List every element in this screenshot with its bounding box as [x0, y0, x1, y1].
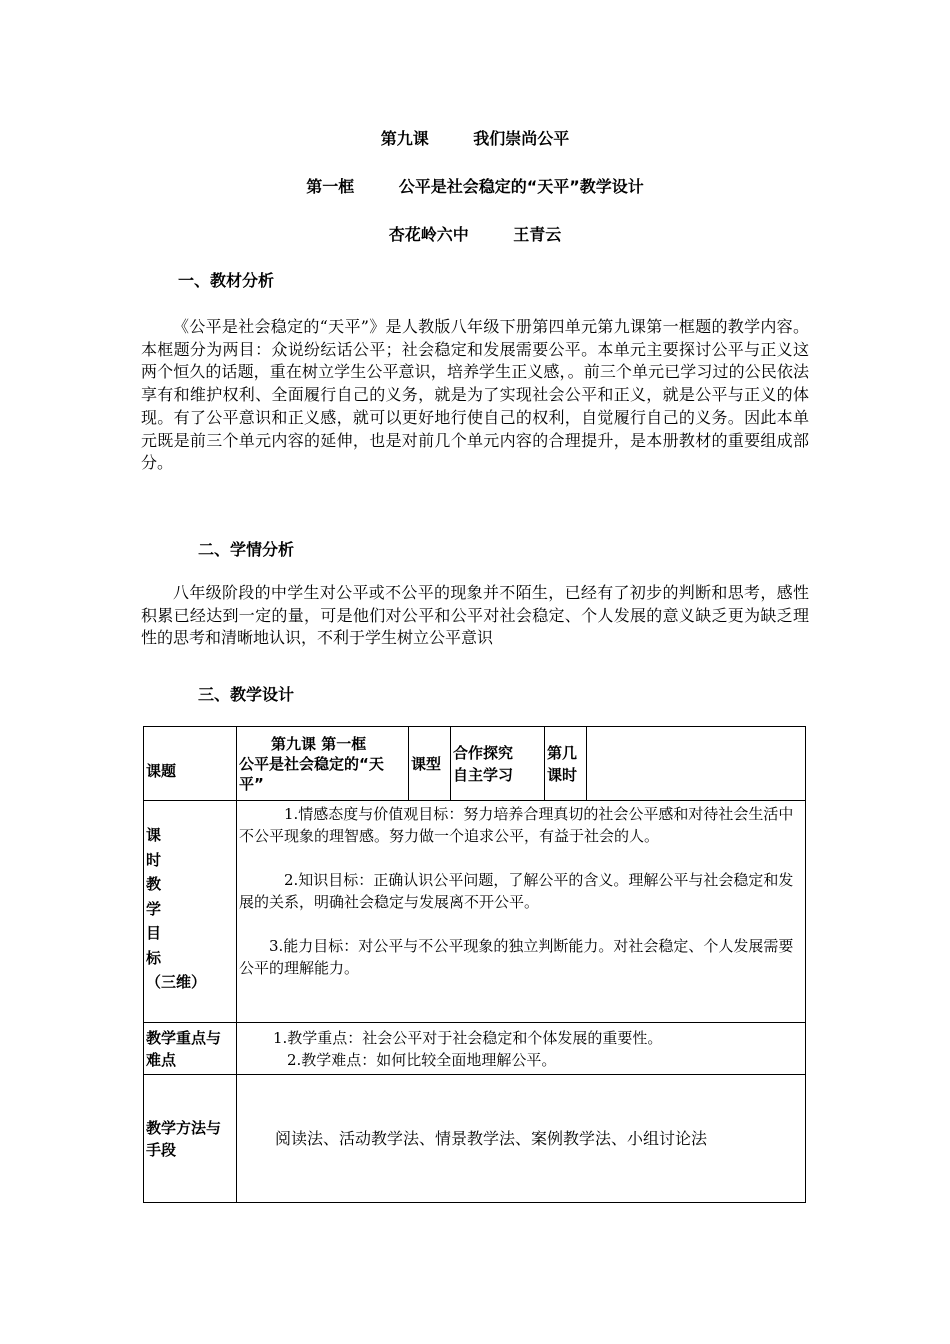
period-value — [587, 727, 806, 801]
key-points-label-line1: 教学重点与 — [146, 1028, 222, 1047]
objectives-label-char: （三维） — [146, 973, 207, 991]
methods-content: 阅读法、活动教学法、情景教学法、案例教学法、小组讨论法 — [237, 1075, 806, 1203]
methods-label — [144, 1075, 237, 1203]
page-subtitle: 第一框 公平是社会稳定的“天平”教学设计 — [306, 177, 644, 196]
topic-line1: 第九课 第一框 — [271, 734, 367, 753]
lesson-type-label: 课型 — [409, 727, 451, 801]
textbook-analysis-paragraph: 《公平是社会稳定的“天平”》是人教版八年级下册第四单元第九课第一框题的教学内容。本框题分为两目：众说纷纭话公平；社会稳定和发展需要公平。本单元主要探讨公平与正义这两个恒久的话题，重在树立学生公平意识，培养学生正义感，。前三个单元已学习过的公民依法享有和维护权利、全面履行自己的义务，就是为了实现社会公平和正义，就是公平与正义的体现。有了公平意识和正义感，就可以更好地行使自己的权利，自觉履行自己的义务。因此本单元既是前三个单元内容的延伸，也是对前几个单元内容的合理提升，是本册教材的重要组成部分。 — [141, 317, 809, 473]
methods-label-line1: 教学方法与 — [146, 1118, 222, 1137]
teaching-design-table — [143, 726, 806, 1203]
objectives-label-char: 目 — [146, 924, 162, 942]
period-label-cell — [545, 727, 587, 801]
period-line2: 课时 — [547, 765, 578, 784]
topic-cell — [237, 727, 409, 801]
methods-label-line2: 手段 — [146, 1140, 177, 1159]
goal-ability: 3.能力目标：对公平与不公平现象的独立判断能力。对社会稳定、个人发展需要公平的理解能力。 — [239, 937, 794, 977]
goal-knowledge: 2.知识目标：正确认识公平问题，了解公平的含义。理解公平与社会稳定和发展的关系，明确社会稳定与发展离不开公平。 — [239, 871, 794, 911]
key-points-content — [237, 1023, 806, 1075]
lesson-type-cell — [451, 727, 545, 801]
objectives-label-char: 标 — [146, 948, 162, 967]
key-points-label-line2: 难点 — [146, 1050, 177, 1069]
objectives-label — [144, 801, 237, 1023]
objectives-label-char: 教 — [146, 875, 162, 893]
objectives-label-char: 课 — [146, 826, 162, 844]
difficulty: 2.教学难点：如何比较全面地理解公平。 — [287, 1050, 557, 1069]
table-row-topic — [144, 727, 806, 801]
goal-emotion: 1.情感态度与价值观目标：努力培养合理真切的社会公平感和对待社会生活中不公平现象的理智感。努力做一个追求公平，有益于社会的人。 — [239, 805, 794, 845]
page-title: 第九课 我们崇尚公平 — [380, 129, 570, 148]
objectives-content — [237, 801, 806, 1023]
section-heading-teaching-design: 三、教学设计 — [198, 685, 295, 704]
table-row-methods — [144, 1075, 806, 1203]
period-line1: 第几 — [547, 743, 578, 762]
topic-label: 课题 — [144, 727, 237, 801]
author-line: 杏花岭六中 王青云 — [388, 225, 562, 244]
lesson-type-line1: 合作探究 — [453, 743, 514, 762]
objectives-label-char: 学 — [146, 899, 162, 918]
table-row-key-points — [144, 1023, 806, 1075]
lesson-type-line2: 自主学习 — [453, 765, 514, 784]
section-heading-student-analysis: 二、学情分析 — [198, 540, 295, 559]
section-heading-textbook-analysis: 一、教材分析 — [178, 271, 275, 290]
topic-line2: 公平是社会稳定的“天平” — [239, 754, 384, 793]
student-analysis-paragraph: 八年级阶段的中学生对公平或不公平的现象并不陌生，已经有了初步的判断和思考，感性积累已经达到一定的量，可是他们对公平和公平对社会稳定、个人发展的意义缺乏更为缺乏理性的思考和清晰地认识，不利于学生树立公平意识 — [141, 583, 809, 648]
table-row-objectives — [144, 801, 806, 1023]
key-points-label — [144, 1023, 237, 1075]
key-point: 1.教学重点：社会公平对于社会稳定和个体发展的重要性。 — [273, 1028, 663, 1047]
objectives-label-char: 时 — [146, 850, 162, 869]
